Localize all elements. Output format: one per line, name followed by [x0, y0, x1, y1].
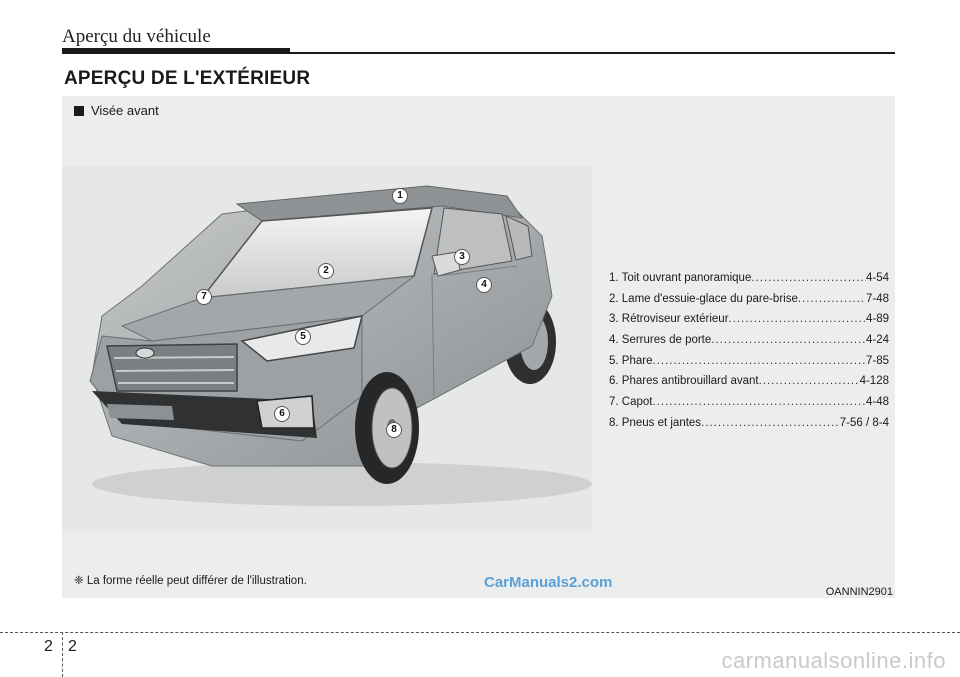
subheading	[74, 103, 159, 118]
footer-divider	[62, 632, 63, 677]
illustration-panel	[62, 96, 895, 598]
item-text: 3. Rétroviseur extérieur	[609, 313, 729, 326]
subheading-text: Visée avant	[91, 103, 159, 118]
callout-2: 2	[318, 263, 334, 279]
callout-1: 1	[392, 188, 408, 204]
illustration-note: ❈ La forme réelle peut différer de l'illustration.	[74, 575, 307, 587]
suv-front-view-image	[62, 166, 592, 531]
callout-5: 5	[295, 329, 311, 345]
callout-3: 3	[454, 249, 470, 265]
footer-rule	[0, 632, 960, 633]
item-text: 6. Phares antibrouillard avant	[609, 375, 759, 388]
list-item	[609, 334, 889, 355]
item-page: 4-128	[859, 375, 889, 388]
item-text: 4. Serrures de porte	[609, 334, 712, 347]
callout-4: 4	[476, 277, 492, 293]
header-rule-thick	[62, 48, 290, 54]
figure-code: OANNIN2901	[825, 586, 893, 598]
component-list	[609, 272, 889, 438]
watermark-link[interactable]: CarManuals2.com	[484, 574, 613, 591]
item-page: 7-85	[865, 354, 889, 367]
item-page: 4-54	[865, 272, 889, 284]
chapter-number: 2	[44, 638, 53, 655]
section-title: APERÇU DE L'EXTÉRIEUR	[64, 68, 311, 89]
item-text: 2. Lame d'essuie-glace du pare-brise	[609, 292, 798, 305]
item-page: 7-48	[865, 292, 889, 305]
square-bullet-icon	[74, 106, 84, 116]
list-item	[609, 355, 889, 376]
item-page: 4-48	[865, 396, 889, 409]
item-text: 5. Phare	[609, 354, 653, 367]
list-item	[609, 293, 889, 314]
list-item	[609, 375, 889, 396]
item-page: 4-89	[865, 313, 889, 326]
list-item	[609, 396, 889, 417]
page-number: 2	[68, 638, 77, 655]
callout-6: 6	[274, 406, 290, 422]
item-page: 7-56 / 8-4	[839, 416, 889, 429]
item-text: 7. Capot	[609, 396, 653, 409]
site-watermark: carmanualsonline.info	[721, 648, 946, 673]
list-item	[609, 417, 889, 438]
callout-7: 7	[196, 289, 212, 305]
car-illustration	[62, 166, 592, 531]
item-page: 4-24	[865, 334, 889, 347]
list-item	[609, 313, 889, 334]
header-title: Aperçu du véhicule	[62, 26, 211, 47]
header-rule-thin	[290, 52, 895, 54]
callout-8: 8	[386, 422, 402, 438]
item-text: 1. Toit ouvrant panoramique	[609, 272, 752, 284]
list-item	[609, 272, 889, 293]
item-text: 8. Pneus et jantes	[609, 416, 702, 429]
